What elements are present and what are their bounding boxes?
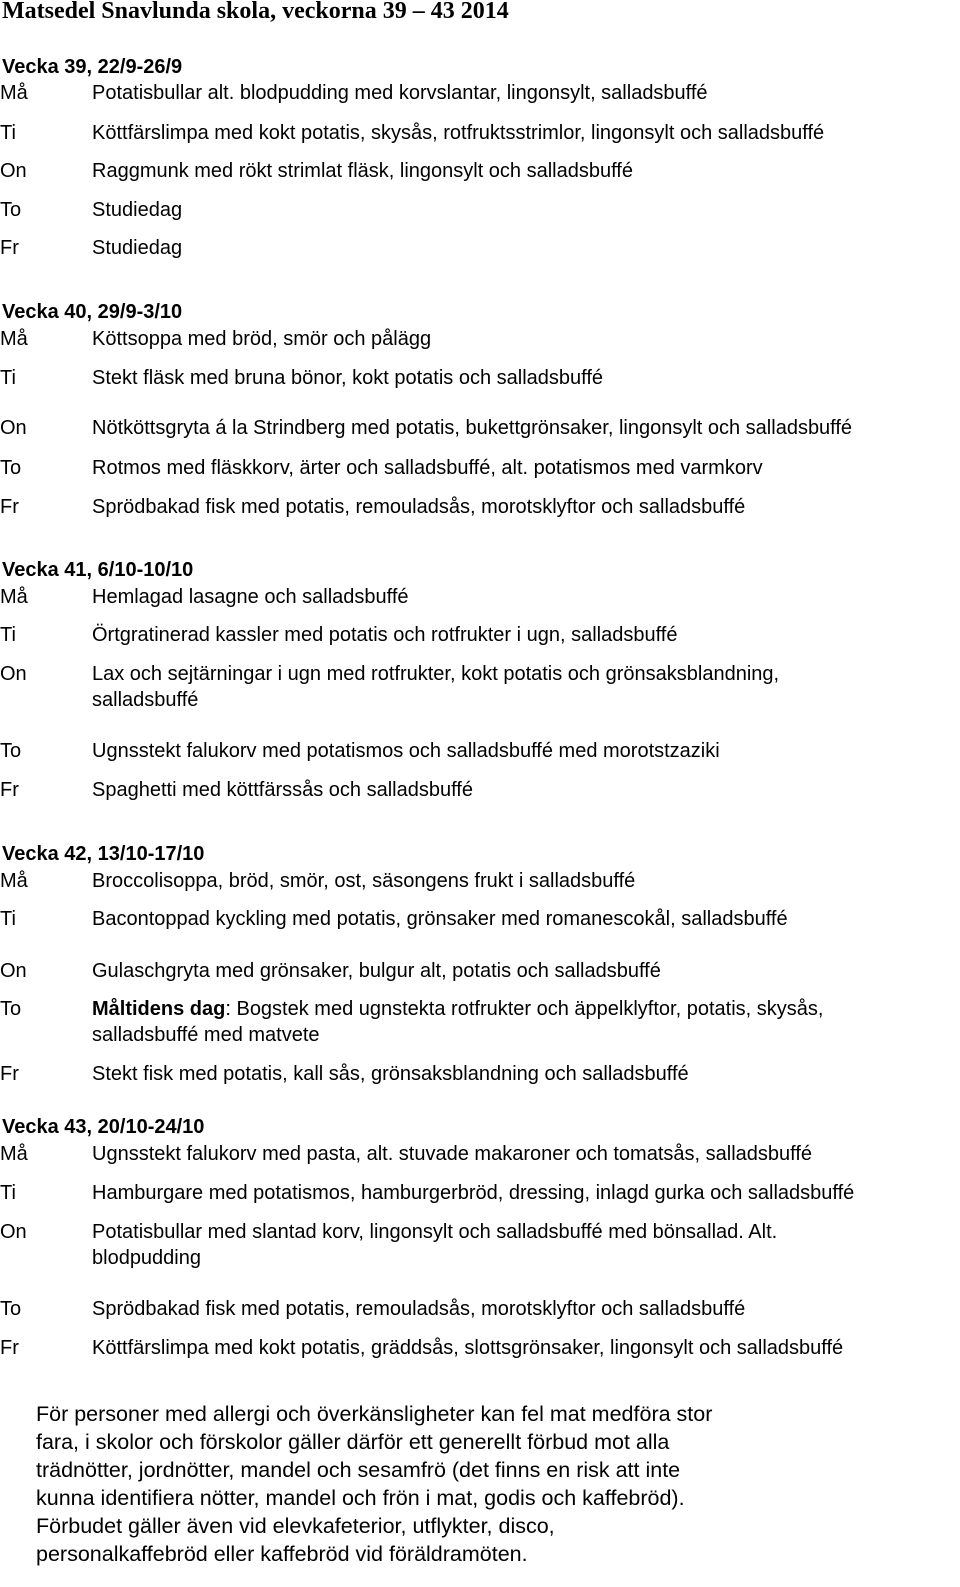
meal-text: Bacontoppad kyckling med potatis, grönsaker med romanescokål, salladsbuffé bbox=[92, 908, 788, 930]
day-label: Må bbox=[0, 870, 28, 892]
day-label: Må bbox=[0, 1143, 28, 1165]
day-label: Fr bbox=[0, 1337, 19, 1359]
day-label: On bbox=[0, 1221, 27, 1243]
meal-text: Raggmunk med rökt strimlat fläsk, lingonsylt och salladsbuffé bbox=[92, 160, 633, 182]
meal-line: blodpudding bbox=[92, 1247, 201, 1269]
allergy-note-line: fara, i skolor och förskolor gäller därför ett generellt förbud mot alla bbox=[36, 1430, 670, 1454]
week-heading: Vecka 41, 6/10-10/10 bbox=[2, 559, 194, 581]
meal-text: Rotmos med fläskkorv, ärter och salladsbuffé, alt. potatismos med varmkorv bbox=[92, 457, 763, 479]
meal-text: Köttsoppa med bröd, smör och pålägg bbox=[92, 328, 432, 350]
meal-text: Hamburgare med potatismos, hamburgerbröd, dressing, inlagd gurka och salladsbuffé bbox=[92, 1182, 855, 1204]
day-label: Må bbox=[0, 586, 28, 608]
day-label: Fr bbox=[0, 779, 19, 801]
day-label: Fr bbox=[0, 237, 19, 259]
day-label: To bbox=[0, 740, 22, 762]
day-label: To bbox=[0, 998, 22, 1020]
meal-line bbox=[92, 996, 952, 1022]
day-label: On bbox=[0, 960, 27, 982]
meal-line: Potatisbullar med slantad korv, lingonsylt och salladsbuffé med bönsallad. Alt. bbox=[92, 1221, 778, 1243]
meal-text: Ugnsstekt falukorv med potatismos och salladsbuffé med morotstzaziki bbox=[92, 740, 720, 762]
day-label: Ti bbox=[0, 624, 16, 646]
page-title: Matsedel Snavlunda skola, veckorna 39 – 43 2014 bbox=[2, 0, 509, 24]
meal-text: Köttfärslimpa med kokt potatis, skysås, rotfruktsstrimlor, lingonsylt och salladsbuffé bbox=[92, 122, 825, 144]
day-label: To bbox=[0, 457, 22, 479]
day-label: Ti bbox=[0, 122, 16, 144]
allergy-note-line: kunna identifiera nötter, mandel och frön i mat, godis och kaffebröd). bbox=[36, 1486, 685, 1510]
week-heading: Vecka 42, 13/10-17/10 bbox=[2, 843, 205, 865]
day-label: Fr bbox=[0, 496, 19, 518]
meal-text: Hemlagad lasagne och salladsbuffé bbox=[92, 586, 409, 608]
day-label: To bbox=[0, 1298, 22, 1320]
meal-text: Ugnsstekt falukorv med pasta, alt. stuvade makaroner och tomatsås, salladsbuffé bbox=[92, 1143, 812, 1165]
allergy-note-line: För personer med allergi och överkänsligheter kan fel mat medföra stor bbox=[36, 1402, 713, 1426]
meal-line: salladsbuffé med matvete bbox=[92, 1024, 320, 1046]
day-label: To bbox=[0, 199, 22, 221]
meal-text: Nötköttsgryta á la Strindberg med potatis, bukettgrönsaker, lingonsylt och salladsbuffé bbox=[92, 417, 853, 439]
allergy-note-line: trädnötter, jordnötter, mandel och sesamfrö (det finns en risk att inte bbox=[36, 1458, 681, 1482]
day-label: Fr bbox=[0, 1063, 19, 1085]
day-label: Ti bbox=[0, 908, 16, 930]
day-label: On bbox=[0, 417, 27, 439]
meal-text: Örtgratinerad kassler med potatis och rotfrukter i ugn, salladsbuffé bbox=[92, 624, 678, 646]
meal-text: Studiedag bbox=[92, 237, 183, 259]
meal-text: Spaghetti med köttfärssås och salladsbuffé bbox=[92, 779, 473, 801]
allergy-note-line: personalkaffebröd eller kaffebröd vid föräldramöten. bbox=[36, 1542, 528, 1566]
day-label: Må bbox=[0, 82, 28, 104]
meal-text: Stekt fisk med potatis, kall sås, grönsaksblandning och salladsbuffé bbox=[92, 1063, 689, 1085]
meal-line: salladsbuffé bbox=[92, 689, 199, 711]
allergy-note-line: Förbudet gäller även vid elevkafeterior, utflykter, disco, bbox=[36, 1514, 555, 1538]
meal-highlight: Måltidens dag bbox=[92, 998, 226, 1020]
day-label: On bbox=[0, 160, 27, 182]
meal-text: Stekt fläsk med bruna bönor, kokt potatis och salladsbuffé bbox=[92, 367, 604, 389]
meal-text: Sprödbakad fisk med potatis, remouladsås, morotsklyftor och salladsbuffé bbox=[92, 496, 746, 518]
week-heading: Vecka 39, 22/9-26/9 bbox=[2, 56, 183, 78]
meal-text: Köttfärslimpa med kokt potatis, gräddsås, slottsgrönsaker, lingonsylt och salladsbuffé bbox=[92, 1337, 844, 1359]
meal-text: Potatisbullar alt. blodpudding med korvslantar, lingonsylt, salladsbuffé bbox=[92, 82, 708, 104]
meal-line-rest: : Bogstek med ugnstekta rotfrukter och äppelklyftor, potatis, skysås, bbox=[225, 998, 824, 1020]
day-label: Ti bbox=[0, 367, 16, 389]
meal-text bbox=[92, 996, 952, 1048]
meal-text bbox=[92, 1219, 952, 1271]
day-label: Ti bbox=[0, 1182, 16, 1204]
meal-text: Sprödbakad fisk med potatis, remouladsås, morotsklyftor och salladsbuffé bbox=[92, 1298, 746, 1320]
meal-text: Broccolisoppa, bröd, smör, ost, säsongens frukt i salladsbuffé bbox=[92, 870, 636, 892]
meal-text bbox=[92, 661, 952, 713]
meal-text: Studiedag bbox=[92, 199, 183, 221]
week-heading: Vecka 40, 29/9-3/10 bbox=[2, 301, 183, 323]
day-label: On bbox=[0, 663, 27, 685]
allergy-note bbox=[36, 1400, 836, 1568]
week-heading: Vecka 43, 20/10-24/10 bbox=[2, 1116, 205, 1138]
meal-text: Gulaschgryta med grönsaker, bulgur alt, potatis och salladsbuffé bbox=[92, 960, 661, 982]
day-label: Må bbox=[0, 328, 28, 350]
meal-line: Lax och sejtärningar i ugn med rotfrukter, kokt potatis och grönsaksblandning, bbox=[92, 663, 780, 685]
